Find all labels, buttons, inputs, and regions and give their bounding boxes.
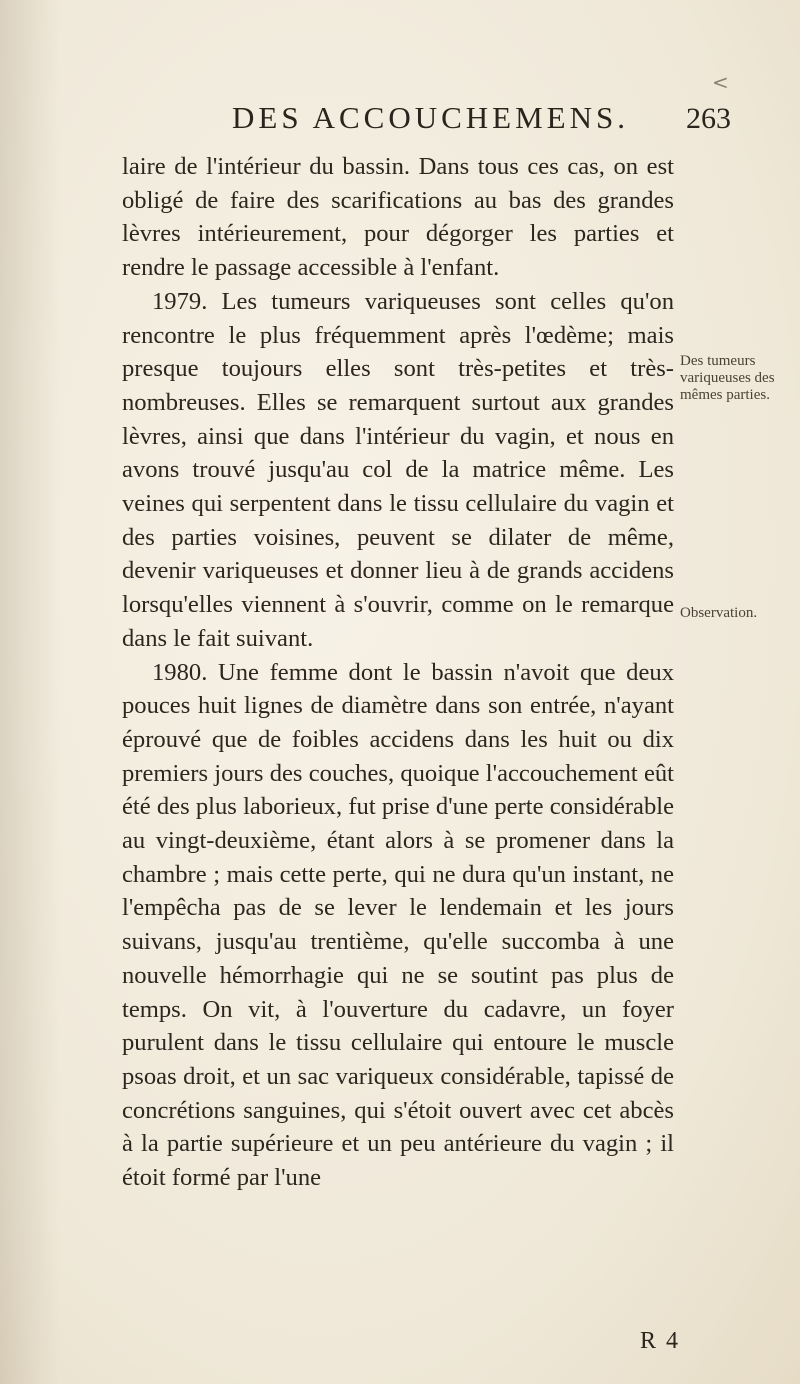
paragraph-continuation: laire de l'intérieur du bassin. Dans tous ces cas, on est obligé de faire des scarifications au bas des grandes lèvres intérieurement, pour dégorger les parties et rendre le passage accessible à l'enfant. [122,153,674,282]
running-title: DES ACCOUCHEMENS. [232,100,629,135]
page-number: 263 [686,102,731,135]
page-header [0,100,800,140]
paragraph-1980: 1980. Une femme dont le bassin n'avoit que deux pouces huit lignes de diamètre dans son entrée, n'ayant éprouvé que de foibles accidens dans les huit ou dix premiers jours des couches, quoique l'accouchement eût été des plus laborieux, fut prise d'une perte considérable au vingt-deuxième, étant alors à se promener dans la chambre ; mais cette perte, qui ne dura qu'un instant, ne l'empêcha pas de se lever le lendemain et les jours suivans, jusqu'au trentième, qu'elle succomba à une nouvelle hémorrhagie qui ne se soutint pas plus de temps. On vit, à l'ouverture du cadavre, un foyer purulent dans le tissu cellulaire qui entoure le muscle psoas droit, et un sac variqueux considérable, tapissé de concrétions sanguines, qui s'étoit ouvert avec cet abcès à la partie supérieure et un peu antérieure du vagin ; il étoit formé par l'une [122,658,674,1192]
signature-mark: R 4 [640,1328,681,1354]
paragraph-1979: 1979. Les tumeurs variqueuses sont celles qu'on rencontre le plus fréquemment après l'œdème; mais presque toujours elles sont très-petites et très-nombreuses. Elles se remarquent surtout aux grandes lèvres, ainsi que dans l'intérieur du vagin, et nous en avons trouvé jusqu'au col de la matrice même. Les veines qui serpentent dans le tissu cellulaire du vagin et des parties voisines, peuvent se dilater de même, devenir variqueuses et donner lieu à de grands accidens lorsqu'elles viennent à s'ouvrir, comme on le remarque dans le fait suivant. [122,287,674,652]
body-text [122,150,674,1195]
margin-note-observation: Observation. [680,605,758,621]
margin-note-tumeurs: Des tumeurs variqueuses des mêmes parties. [680,353,775,403]
corner-mark: < [712,70,729,94]
